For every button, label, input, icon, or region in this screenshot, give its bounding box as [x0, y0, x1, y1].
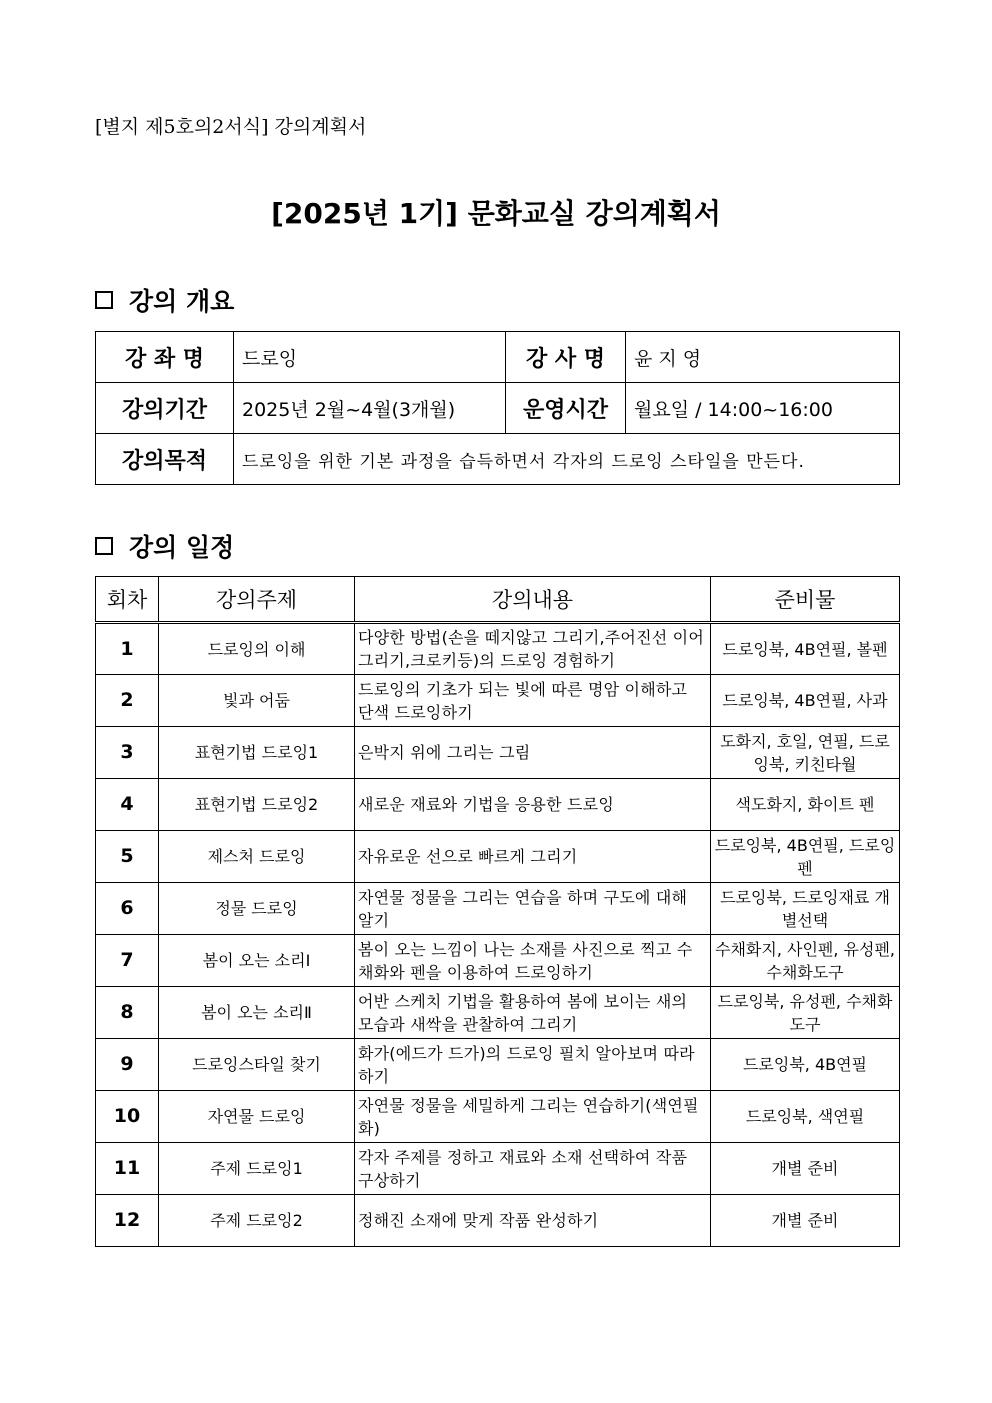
section-overview-heading — [95, 282, 234, 318]
table-row — [96, 1091, 900, 1143]
table-row — [96, 1039, 900, 1091]
checkbox-square-icon — [95, 291, 113, 309]
period-value: 2025년 2월~4월(3개월) — [234, 383, 506, 434]
session-number: 2 — [96, 675, 159, 727]
table-row — [96, 883, 900, 935]
header-session: 회차 — [96, 577, 159, 623]
session-number: 6 — [96, 883, 159, 935]
session-materials: 드로잉북, 유성펜, 수채화도구 — [711, 987, 900, 1039]
session-materials: 드로잉북, 4B연필, 드로잉펜 — [711, 831, 900, 883]
session-content: 어반 스케치 기법을 활용하여 봄에 보이는 새의 모습과 새싹을 관찰하여 그리기 — [355, 987, 711, 1039]
instructor-value: 윤 지 영 — [626, 332, 900, 383]
session-content: 자연물 정물을 그리는 연습을 하며 구도에 대해 알기 — [355, 883, 711, 935]
session-number: 5 — [96, 831, 159, 883]
session-content: 정해진 소재에 맞게 작품 완성하기 — [355, 1195, 711, 1247]
session-number: 10 — [96, 1091, 159, 1143]
session-number: 3 — [96, 727, 159, 779]
session-content: 드로잉의 기초가 되는 빛에 따른 명암 이해하고 단색 드로잉하기 — [355, 675, 711, 727]
session-topic: 자연물 드로잉 — [159, 1091, 355, 1143]
session-materials: 드로잉북, 드로잉재료 개별선택 — [711, 883, 900, 935]
session-topic: 주제 드로잉2 — [159, 1195, 355, 1247]
session-topic: 드로잉의 이해 — [159, 623, 355, 675]
table-row — [96, 1143, 900, 1195]
session-number: 11 — [96, 1143, 159, 1195]
session-materials: 수채화지, 사인펜, 유성펜, 수채화도구 — [711, 935, 900, 987]
purpose-label: 강의목적 — [96, 434, 234, 485]
session-topic: 봄이 오는 소리Ⅰ — [159, 935, 355, 987]
session-content: 화가(에드가 드가)의 드로잉 필치 알아보며 따라하기 — [355, 1039, 711, 1091]
table-row — [96, 779, 900, 831]
course-name-value: 드로잉 — [234, 332, 506, 383]
session-number: 9 — [96, 1039, 159, 1091]
session-materials: 색도화지, 화이트 펜 — [711, 779, 900, 831]
period-label: 강의기간 — [96, 383, 234, 434]
session-materials: 개별 준비 — [711, 1195, 900, 1247]
session-number: 7 — [96, 935, 159, 987]
checkbox-square-icon — [95, 537, 113, 555]
table-row — [96, 727, 900, 779]
session-number: 4 — [96, 779, 159, 831]
session-topic: 빛과 어둠 — [159, 675, 355, 727]
session-content: 새로운 재료와 기법을 응용한 드로잉 — [355, 779, 711, 831]
session-content: 자유로운 선으로 빠르게 그리기 — [355, 831, 711, 883]
table-row — [96, 831, 900, 883]
hours-label: 운영시간 — [506, 383, 626, 434]
session-materials: 드로잉북, 4B연필, 볼펜 — [711, 623, 900, 675]
session-content: 은박지 위에 그리는 그림 — [355, 727, 711, 779]
session-number: 1 — [96, 623, 159, 675]
session-materials: 개별 준비 — [711, 1143, 900, 1195]
header-materials: 준비물 — [711, 577, 900, 623]
session-number: 8 — [96, 987, 159, 1039]
session-materials: 도화지, 호일, 연필, 드로잉북, 키친타월 — [711, 727, 900, 779]
table-row — [96, 1195, 900, 1247]
section-schedule-label: 강의 일정 — [129, 533, 235, 562]
header-topic: 강의주제 — [159, 577, 355, 623]
section-schedule-heading — [95, 528, 234, 564]
course-name-label: 강 좌 명 — [96, 332, 234, 383]
header-content: 강의내용 — [355, 577, 711, 623]
session-content: 봄이 오는 느낌이 나는 소재를 사진으로 찍고 수채화와 펜을 이용하여 드로잉하기 — [355, 935, 711, 987]
table-row — [96, 675, 900, 727]
session-topic: 주제 드로잉1 — [159, 1143, 355, 1195]
session-materials: 드로잉북, 4B연필 — [711, 1039, 900, 1091]
form-label: [별지 제5호의2서식] 강의계획서 — [95, 116, 367, 138]
session-content: 자연물 정물을 세밀하게 그리는 연습하기(색연필화) — [355, 1091, 711, 1143]
session-topic: 정물 드로잉 — [159, 883, 355, 935]
session-topic: 표현기법 드로잉2 — [159, 779, 355, 831]
session-topic: 드로잉스타일 찾기 — [159, 1039, 355, 1091]
session-materials: 드로잉북, 색연필 — [711, 1091, 900, 1143]
purpose-value: 드로잉을 위한 기본 과정을 습득하면서 각자의 드로잉 스타일을 만든다. — [234, 434, 900, 485]
section-overview-label: 강의 개요 — [129, 287, 235, 316]
table-row — [96, 623, 900, 675]
table-row — [96, 987, 900, 1039]
table-row — [96, 935, 900, 987]
session-topic: 봄이 오는 소리Ⅱ — [159, 987, 355, 1039]
session-topic: 표현기법 드로잉1 — [159, 727, 355, 779]
session-materials: 드로잉북, 4B연필, 사과 — [711, 675, 900, 727]
session-content: 각자 주제를 정하고 재료와 소재 선택하여 작품 구상하기 — [355, 1143, 711, 1195]
session-topic: 제스처 드로잉 — [159, 831, 355, 883]
session-number: 12 — [96, 1195, 159, 1247]
schedule-table — [95, 576, 900, 1247]
overview-table — [95, 331, 900, 485]
session-content: 다양한 방법(손을 떼지않고 그리기,주어진선 이어그리기,크로키등)의 드로잉 경험하기 — [355, 623, 711, 675]
hours-value: 월요일 / 14:00~16:00 — [626, 383, 900, 434]
document-title: [2025년 1기] 문화교실 강의계획서 — [271, 197, 721, 230]
instructor-label: 강 사 명 — [506, 332, 626, 383]
